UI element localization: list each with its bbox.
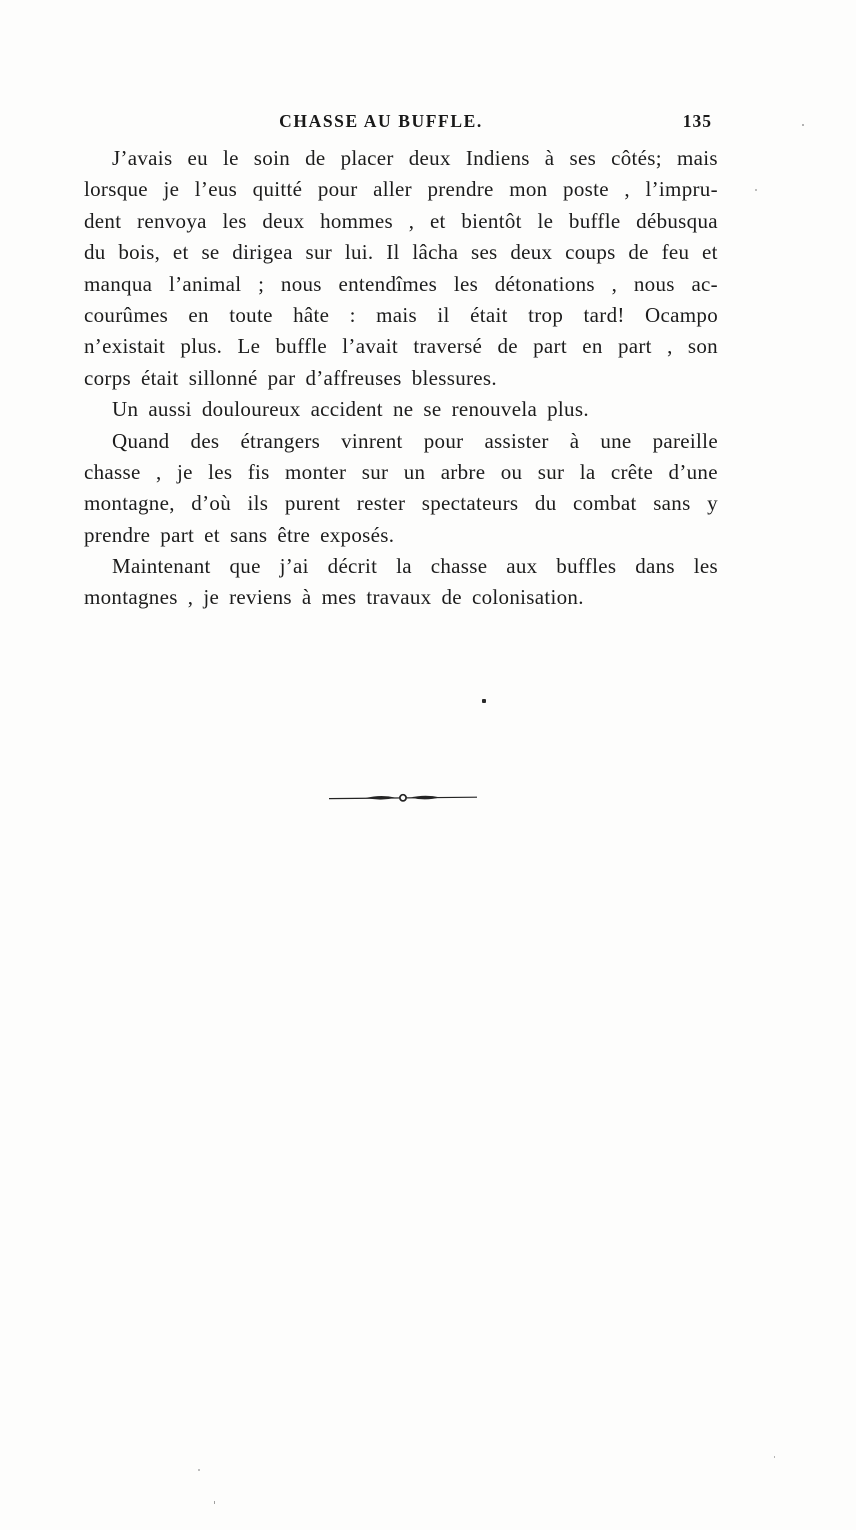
scan-artifact-speck [198,1469,200,1471]
text-line: corps était sillonné par d’affreuses blessures. [84,365,497,390]
running-title: CHASSE AU BUFFLE. [279,111,483,131]
scan-artifact-speck [755,189,757,191]
text-line: courûmes en toute hâte : mais il était trop tard! Ocampo [84,302,718,327]
body-text [84,143,718,614]
text-line: n’existait plus. Le buffle l’avait traversé de part en part , son [84,334,718,359]
text-line: chasse , je les fis monter sur un arbre ou sur la crête d’une [84,459,718,484]
text-line: montagnes , je reviens à mes travaux de colonisation. [84,585,584,610]
scan-artifact-speck [774,1456,775,1458]
text-line: montagne, d’où ils purent rester spectateurs du combat sans y [84,491,718,516]
text-line: dent renvoya les deux hommes , et bientôt le buffle débusqua [84,208,718,233]
scan-artifact-speck [482,699,486,703]
text-line: Maintenant que j’ai décrit la chasse aux buffles dans les [112,554,718,579]
scan-artifact-speck [802,124,804,126]
text-line: lorsque je l’eus quitté pour aller prendre mon poste , l’impru- [84,177,718,202]
text-line: J’avais eu le soin de placer deux Indiens à ses côtés; mais [112,146,718,170]
text-line: Un aussi douloureux accident ne se renouvela plus. [112,397,589,422]
page-number: 135 [682,111,712,131]
text-line: du bois, et se dirigea sur lui. Il lâcha ses deux coups de feu et [84,240,718,265]
running-header [84,111,718,135]
text-line: prendre part et sans être exposés. [84,522,395,547]
scan-artifact-speck [214,1501,215,1504]
fleuron-rule-divider-icon [328,790,478,806]
text-line: manqua l’animal ; nous entendîmes les détonations , nous ac- [84,271,718,296]
text-line: Quand des étrangers vinrent pour assister à une pareille [112,428,718,453]
